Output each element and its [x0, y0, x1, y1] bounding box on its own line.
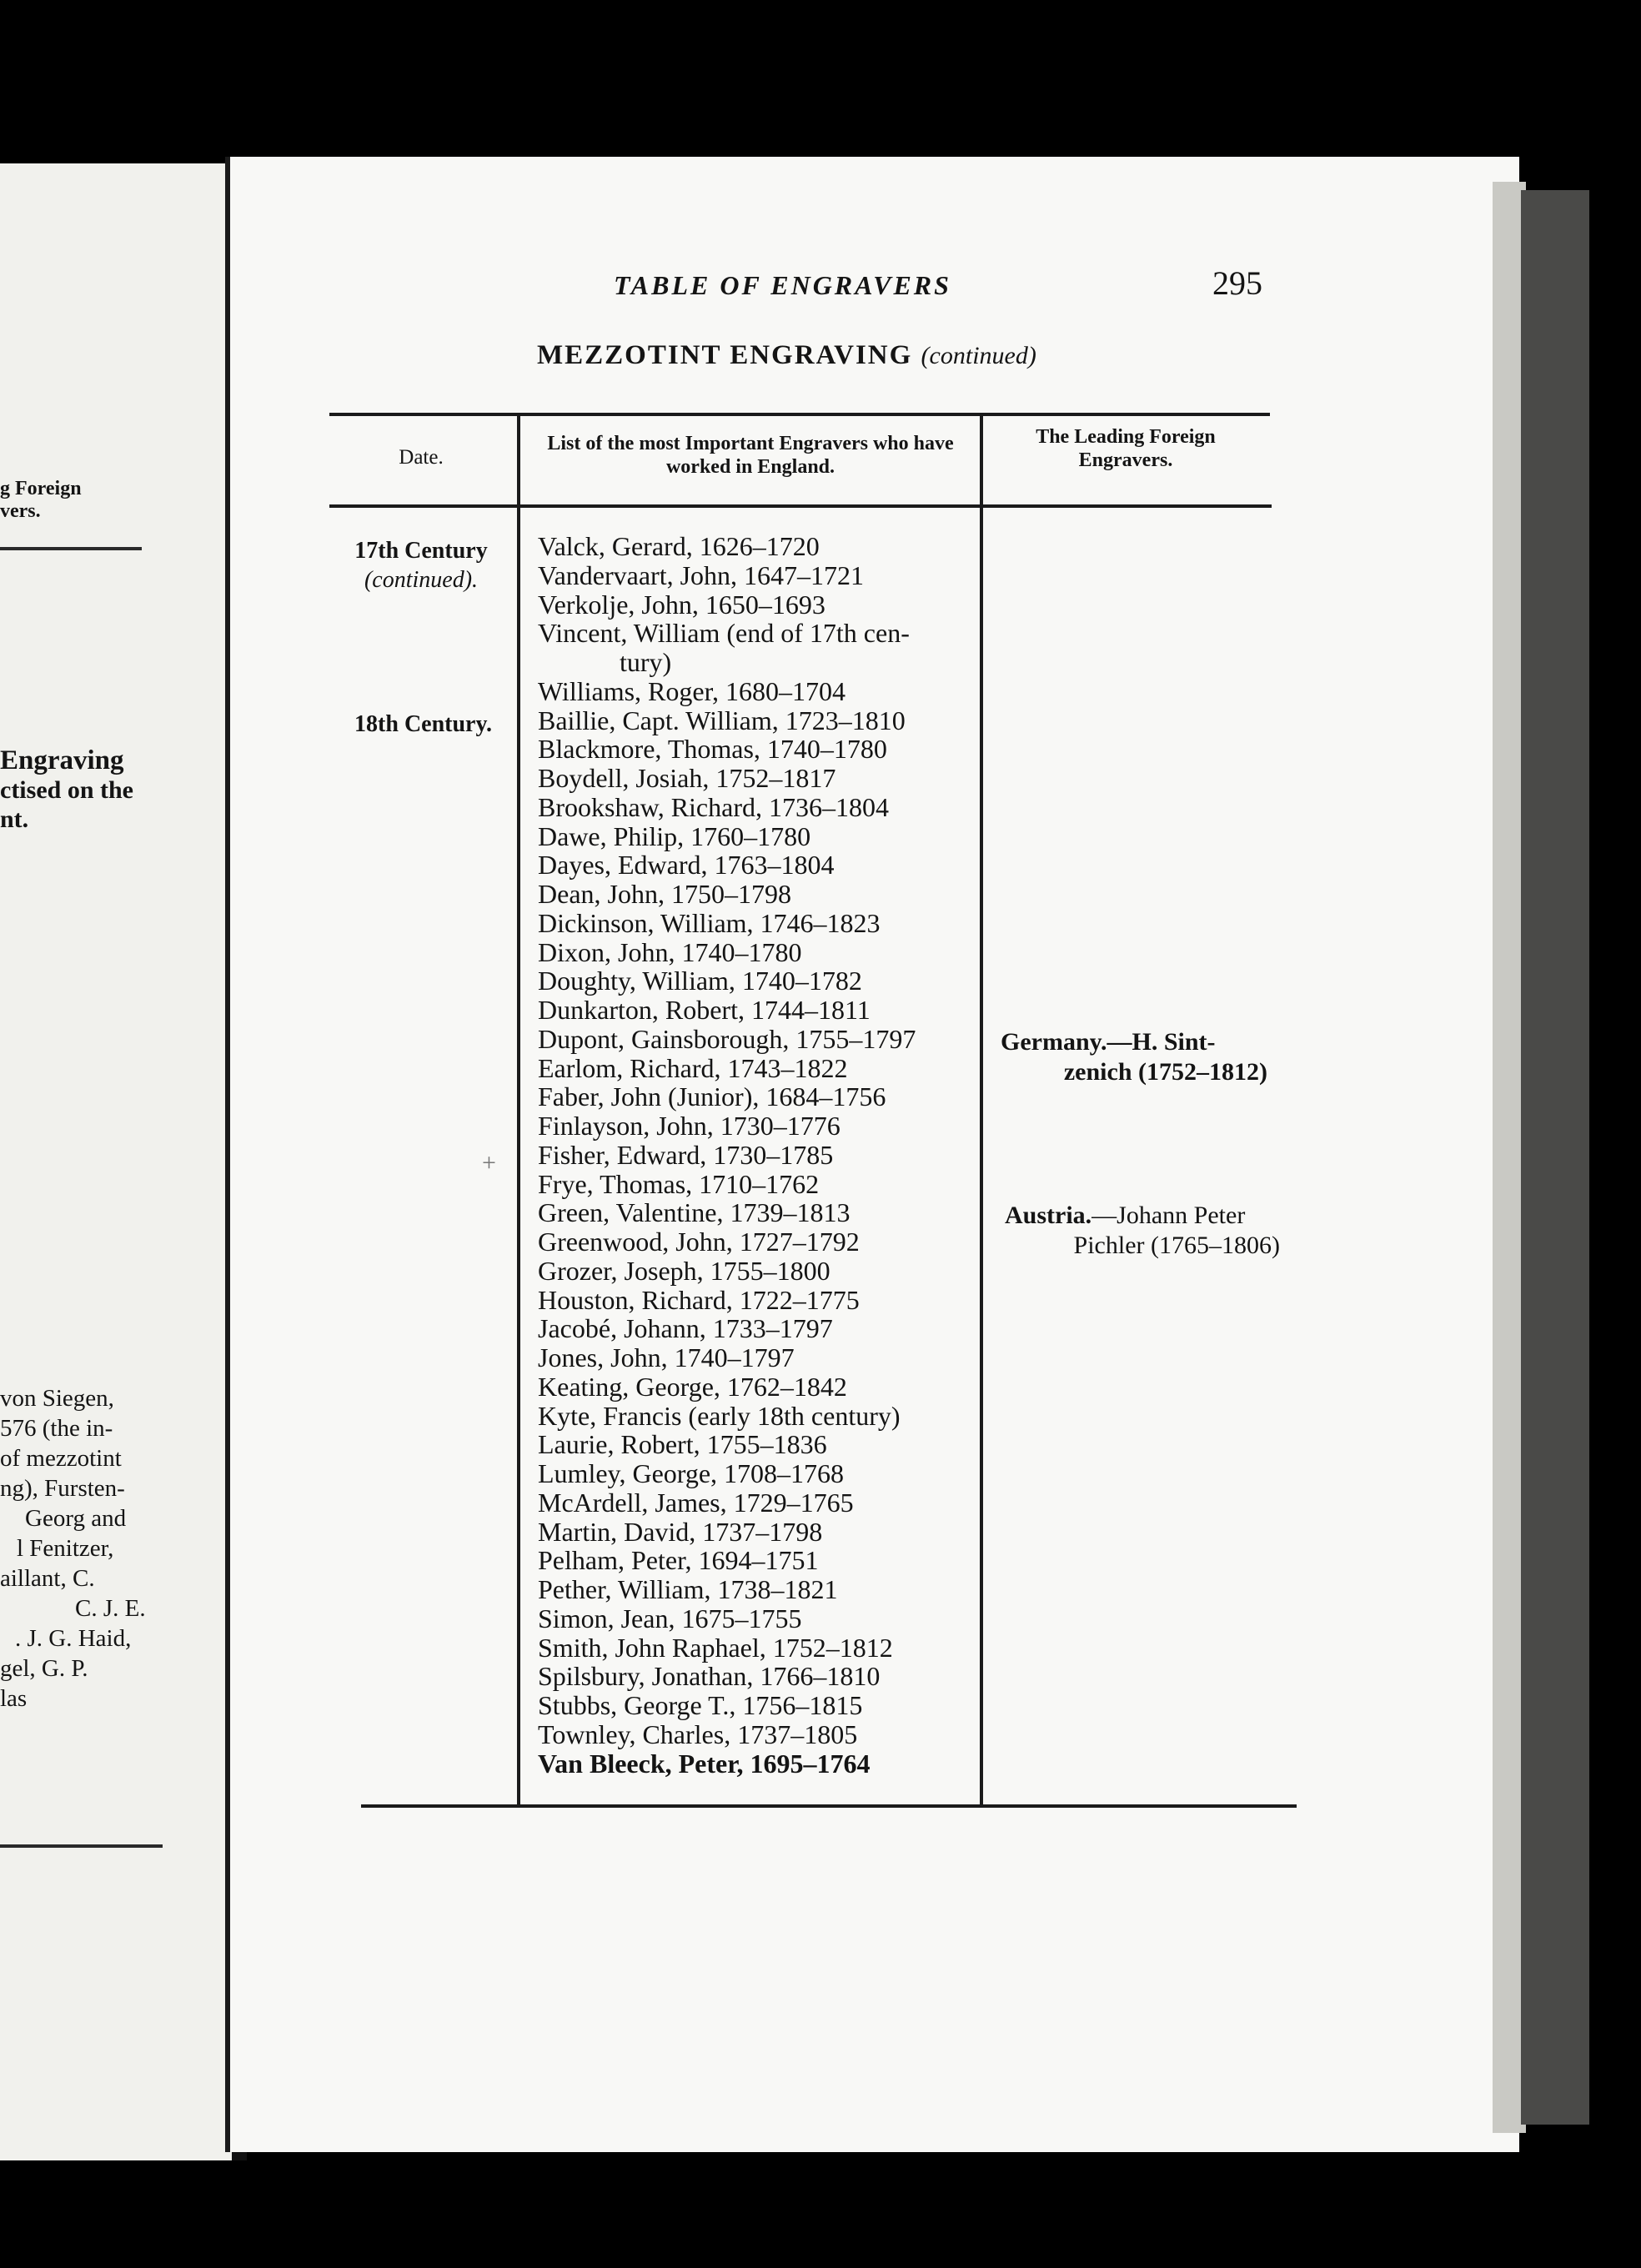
list-item: Kyte, Francis (early 18th century) [538, 1400, 901, 1431]
list-item: Green, Valentine, 1739–1813 [538, 1197, 851, 1228]
list-item: Greenwood, John, 1727–1792 [538, 1227, 860, 1257]
section-title [537, 340, 1036, 371]
left-bottom-rule [0, 1844, 163, 1848]
country-name: Germany. [1001, 1028, 1107, 1056]
list-item: Lumley, George, 1708–1768 [538, 1458, 845, 1488]
left-text-line-2: 576 (the in- [0, 1415, 113, 1442]
left-text-line-3: of mezzotint [0, 1445, 122, 1472]
left-text-line-7: aillant, C. [0, 1565, 95, 1592]
list-item: McArdell, James, 1729–1765 [538, 1487, 854, 1518]
book-cover-edge [1521, 190, 1589, 2125]
left-text-line-10: gel, G. P. [0, 1655, 88, 1682]
country-name: Austria. [1005, 1202, 1092, 1229]
left-text-line-4: ng), Fursten- [0, 1475, 125, 1502]
left-header-line-2: vers. [0, 500, 41, 522]
list-item: Fisher, Edward, 1730–1785 [538, 1139, 834, 1170]
left-text-line-9: . J. G. Haid, [15, 1625, 132, 1652]
period-label: 18th Century. [354, 711, 492, 737]
list-item: Vincent, William (end of 17th cen- [538, 618, 910, 649]
list-item: Townley, Charles, 1737–1805 [538, 1719, 858, 1749]
list-item: Verkolje, John, 1650–1693 [538, 589, 826, 620]
pencil-mark: + [482, 1149, 496, 1177]
list-item: Valck, Gerard, 1626–1720 [538, 531, 820, 561]
left-text-line-1: von Siegen, [0, 1385, 114, 1412]
list-item: Dawe, Philip, 1760–1780 [538, 820, 811, 851]
left-header-rule [0, 547, 142, 550]
left-header-line-1: g Foreign [0, 478, 82, 499]
period-label: 17th Century [354, 538, 488, 564]
foreign-line-1 [1001, 1027, 1276, 1057]
table-header-rule [329, 504, 1272, 508]
list-item: tury) [620, 647, 672, 677]
list-item: Dickinson, William, 1746–1823 [538, 907, 881, 938]
list-item: Laurie, Robert, 1755–1836 [538, 1429, 827, 1460]
list-item: Houston, Richard, 1722–1775 [538, 1284, 860, 1315]
header-foreign: The Leading Foreign Engravers. [1036, 426, 1216, 471]
left-section-line-1: Engraving [0, 745, 124, 775]
list-item: Baillie, Capt. William, 1723–1810 [538, 705, 906, 735]
foreign-line-2: zenich (1752–1812) [1063, 1058, 1267, 1086]
list-item: Simon, Jean, 1675–1755 [538, 1603, 802, 1633]
list-item: Williams, Roger, 1680–1704 [538, 675, 846, 706]
foreign-line-2: Pichler (1765–1806) [1073, 1232, 1280, 1259]
foreign-line-1-rest: —H. Sint- [1107, 1028, 1216, 1056]
period-note: (continued). [364, 567, 479, 593]
table-top-rule [329, 413, 1270, 416]
list-item: Jacobé, Johann, 1733–1797 [538, 1313, 833, 1344]
list-item: Brookshaw, Richard, 1736–1804 [538, 791, 889, 822]
list-item: Grozer, Joseph, 1755–1800 [538, 1255, 831, 1286]
list-item: Vandervaart, John, 1647–1721 [538, 559, 865, 590]
left-section-line-3: nt. [0, 805, 29, 833]
period-17th-century [329, 536, 513, 595]
left-text-line-11: las [0, 1685, 28, 1712]
list-item: Pelham, Peter, 1694–1751 [538, 1545, 819, 1576]
engravers-list [538, 532, 992, 1778]
period-18th-century [329, 710, 517, 739]
left-facing-page [0, 163, 232, 2160]
table-bottom-rule [361, 1804, 1297, 1808]
list-item: Smith, John Raphael, 1752–1812 [538, 1632, 893, 1663]
list-item: Jones, John, 1740–1797 [538, 1342, 795, 1372]
left-text-line-5: Georg and [25, 1505, 127, 1532]
left-text-line-8: C. J. E. [75, 1595, 146, 1622]
section-title-text: MEZZOTINT ENGRAVING [537, 340, 913, 370]
left-section-line-2: ctised on the [0, 776, 133, 804]
list-item: Dixon, John, 1740–1780 [538, 936, 802, 967]
list-item: Dunkarton, Robert, 1744–1811 [538, 995, 871, 1025]
table-column-divider-1 [517, 413, 520, 1808]
running-title: TABLE OF ENGRAVERS [614, 270, 951, 300]
foreign-line-1 [1005, 1201, 1288, 1231]
list-item: Keating, George, 1762–1842 [538, 1371, 847, 1402]
page-number: 295 [1212, 264, 1262, 302]
list-item: Dupont, Gainsborough, 1755–1797 [538, 1023, 916, 1054]
list-item: Dayes, Edward, 1763–1804 [538, 850, 835, 881]
list-item: Blackmore, Thomas, 1740–1780 [538, 734, 887, 765]
list-item: Earlom, Richard, 1743–1822 [538, 1052, 848, 1083]
section-subtitle: (continued) [921, 342, 1036, 369]
list-item: Boydell, Josiah, 1752–1817 [538, 763, 836, 793]
list-item: Pether, William, 1738–1821 [538, 1574, 838, 1604]
list-item: Finlayson, John, 1730–1776 [538, 1111, 841, 1141]
list-item: Martin, David, 1737–1798 [538, 1516, 823, 1547]
list-item: Frye, Thomas, 1710–1762 [538, 1168, 820, 1199]
foreign-entry-austria [1005, 1201, 1288, 1261]
header-date: Date. [399, 446, 444, 469]
header-engravers: List of the most Important Engravers who have worked in England. [547, 433, 954, 478]
list-item: Spilsbury, Jonathan, 1766–1810 [538, 1661, 881, 1692]
list-item: Stubbs, George T., 1756–1815 [538, 1690, 863, 1720]
foreign-line-1-rest: —Johann Peter [1091, 1202, 1246, 1229]
list-item: Dean, John, 1750–1798 [538, 879, 791, 909]
list-item: Doughty, William, 1740–1782 [538, 966, 862, 996]
list-item: Faber, John (Junior), 1684–1756 [538, 1081, 886, 1112]
list-item: Van Bleeck, Peter, 1695–1764 [538, 1748, 871, 1779]
foreign-entry-germany [1001, 1027, 1276, 1087]
left-text-line-6: l Fenitzer, [17, 1535, 114, 1562]
